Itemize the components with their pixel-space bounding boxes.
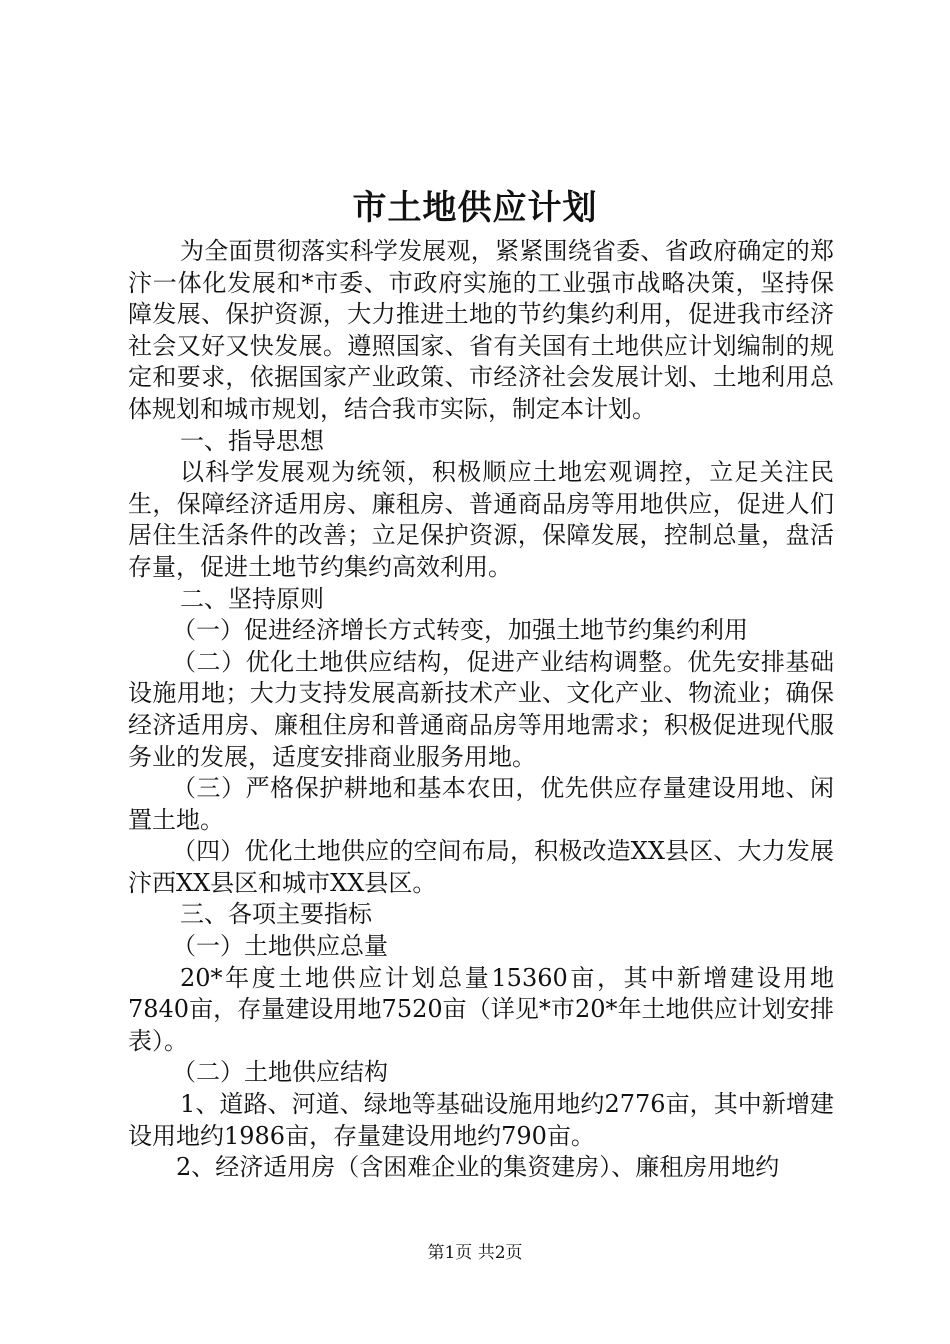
page-footer: 第1页 共2页 — [427, 1243, 523, 1263]
subheading-supply-structure: （二）土地供应结构 — [172, 1058, 388, 1087]
paragraph-total-supply: 20*年度土地供应计划总量15360亩，其中新增建设用地7840亩，存量建设用地7520亩（详见*市20*年土地供应计划安排表）。 — [128, 963, 834, 1055]
paragraph-intro: 为全面贯彻落实科学发展观，紧紧围绕省委、省政府确定的郑汴一体化发展和*市委、市政府实施的工业强市战略决策，坚持保障发展、保护资源，大力推进土地的节约集约利用，促进我市经济社会又好又快发展。遵照国家、省有关国有土地供应计划编制的规定和要求，依据国家产业政策、市经济社会发展计划、土地利用总体规划和城市规划，结合我市实际，制定本计划。 — [128, 237, 834, 423]
principle-item-2: （二）优化土地供应结构，促进产业结构调整。优先安排基础设施用地；大力支持发展高新技术产业、文化产业、物流业；确保经济适用房、廉租住房和普通商品房等用地需求；积极促进现代服务业的发展，适度安排商业服务用地。 — [128, 647, 834, 771]
section-heading-guiding-ideology: 一、指导思想 — [180, 426, 324, 455]
principle-item-1: （一）促进经济增长方式转变，加强土地节约集约利用 — [172, 616, 748, 645]
paragraph-infrastructure-land: 1、道路、河道、绿地等基础设施用地约2776亩，其中新增建设用地约1986亩，存量建设用地约790亩。 — [128, 1090, 834, 1150]
document-body — [128, 236, 834, 1184]
subheading-total-supply: （一）土地供应总量 — [172, 932, 388, 961]
principle-item-3: （三）严格保护耕地和基本农田，优先供应存量建设用地、闲置土地。 — [128, 774, 834, 834]
section-heading-indicators: 三、各项主要指标 — [180, 900, 372, 929]
document-title: 市土地供应计划 — [352, 188, 598, 228]
paragraph-guiding-ideology: 以科学发展观为统领，积极顺应土地宏观调控，立足关注民生，保障经济适用房、廉租房、普通商品房等用地供应，促进人们居住生活条件的改善；立足保护资源，保障发展，控制总量，盘活存量，促进土地节约集约高效利用。 — [128, 458, 834, 581]
section-heading-principles: 二、坚持原则 — [180, 584, 324, 613]
principle-item-4: （四）优化土地供应的空间布局，积极改造XX县区、大力发展汴西XX县区和城市XX县区。 — [128, 837, 834, 897]
paragraph-affordable-housing-land: 2、经济适用房（含困难企业的集资建房）、廉租房用地约 — [176, 1153, 780, 1182]
